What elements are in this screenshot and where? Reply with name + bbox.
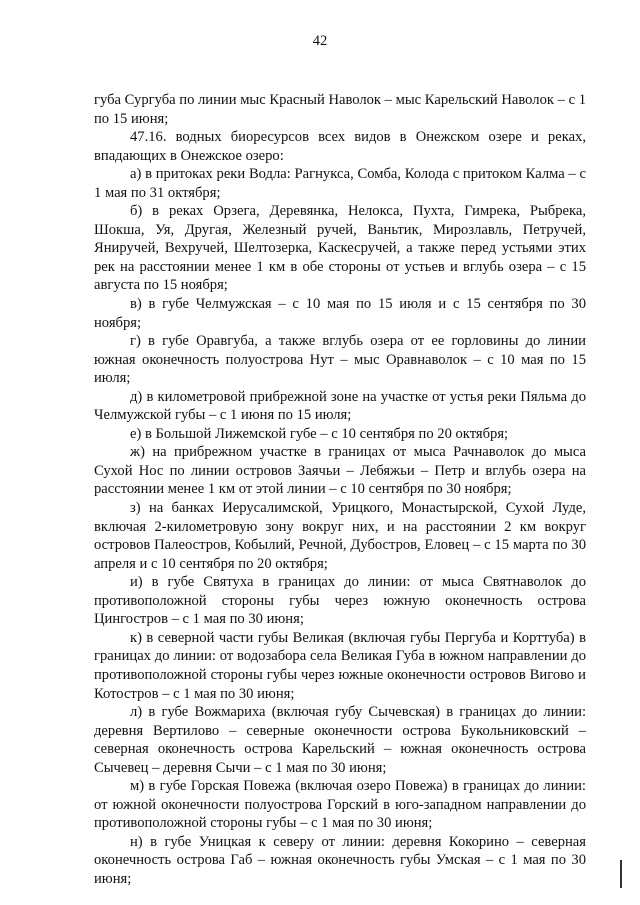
paragraph-item-e: е) в Большой Лижемской губе – с 10 сентября по 20 октября; bbox=[130, 425, 509, 442]
paragraph-item-a: а) в притоках реки Водла: Рагнукса, Сомба, Колода с притоком Калма – с 1 мая по 31 октября; bbox=[94, 166, 586, 201]
paragraph-item-m: м) в губе Горская Повежа (включая озеро Повежа) в границах до линии: от южной оконечности полуострова Горский в юго-западном направлении до противоположной стороны губы – с 1 мая по 30 июня; bbox=[94, 778, 586, 832]
paragraph-continuation: губа Сургуба по линии мыс Красный Наволок – мыс Карельский Наволок – с 1 по 15 июня; bbox=[94, 92, 586, 127]
paragraph-item-i: и) в губе Святуха в границах до линии: от мыса Святнаволок до противоположной стороны губы через южную оконечность острова Цингостров – с 1 мая по 30 июня; bbox=[94, 574, 586, 628]
scan-edge-mark bbox=[620, 860, 626, 888]
paragraph-item-zh: ж) на прибрежном участке в границах от мыса Рачнаволок до мыса Сухой Нос по линии островов Заячьи – Лебяжьи – Петр и вглубь озера на расстоянии менее 1 км от этой линии – с 10 сентября по 30 ноября; bbox=[94, 444, 586, 498]
document-body bbox=[94, 91, 586, 889]
paragraph-item-b: б) в реках Орзега, Деревянка, Нелокса, Пухта, Гимрека, Рыбрека, Шокша, Уя, Другая, Железный ручей, Ваньтик, Мирозлавль, Петручей, Яниручей, Вехручей, Шелтозерка, Каскесручей, а также перед устьями этих рек на расстоянии менее 1 км в обе стороны от устьев и вглубь озера – с 15 августа по 15 ноября; bbox=[94, 203, 586, 294]
paragraph-item-l: л) в губе Вожмариха (включая губу Сычевская) в границах до линии: деревня Вертилово – северные оконечности острова Букольниковский – северная оконечность острова Карельский – южная оконечность острова Сычевец – деревня Сычи – с 1 мая по 30 июня; bbox=[94, 704, 586, 776]
paragraph-item-z: з) на банках Иерусалимской, Урицкого, Монастырской, Сухой Луде, включая 2-километровую зону вокруг них, и на расстоянии 2 км вокруг островов Палеостров, Кобылий, Речной, Дубостров, Еловец – с 15 марта по 30 апреля и с 10 сентября по 20 октября; bbox=[94, 500, 586, 572]
paragraph-item-k: к) в северной части губы Великая (включая губы Пергуба и Корттуба) в границах до линии: от водозабора села Великая Губа в южном направлении до противоположной стороны губы через южные оконечности островов Вигово и Котостров – с 1 мая по 30 июня; bbox=[94, 629, 586, 702]
paragraph-item-d: д) в километровой прибрежной зоне на участке от устья реки Пяльма до Челмужской губы – с 1 июня по 15 июля; bbox=[94, 388, 586, 424]
paragraph-item-v: в) в губе Челмужская – с 10 мая по 15 июля и с 15 сентября по 30 ноября; bbox=[94, 296, 586, 331]
paragraph-47-16: 47.16. водных биоресурсов всех видов в Онежском озере и реках, впадающих в Онежское озеро: bbox=[94, 129, 586, 164]
page-number: 42 bbox=[312, 33, 328, 49]
paragraph-item-g: г) в губе Оравгуба, а также вглубь озера от ее горловины до линии южная оконечность полуострова Нут – мыс Оравнаволок – с 10 мая по 15 июля; bbox=[94, 333, 586, 387]
paragraph-item-n: н) в губе Уницкая к северу от линии: деревня Кокорино – северная оконечность острова Габ – южная оконечность губы Умская – с 1 мая по 30 июня; bbox=[94, 833, 586, 887]
